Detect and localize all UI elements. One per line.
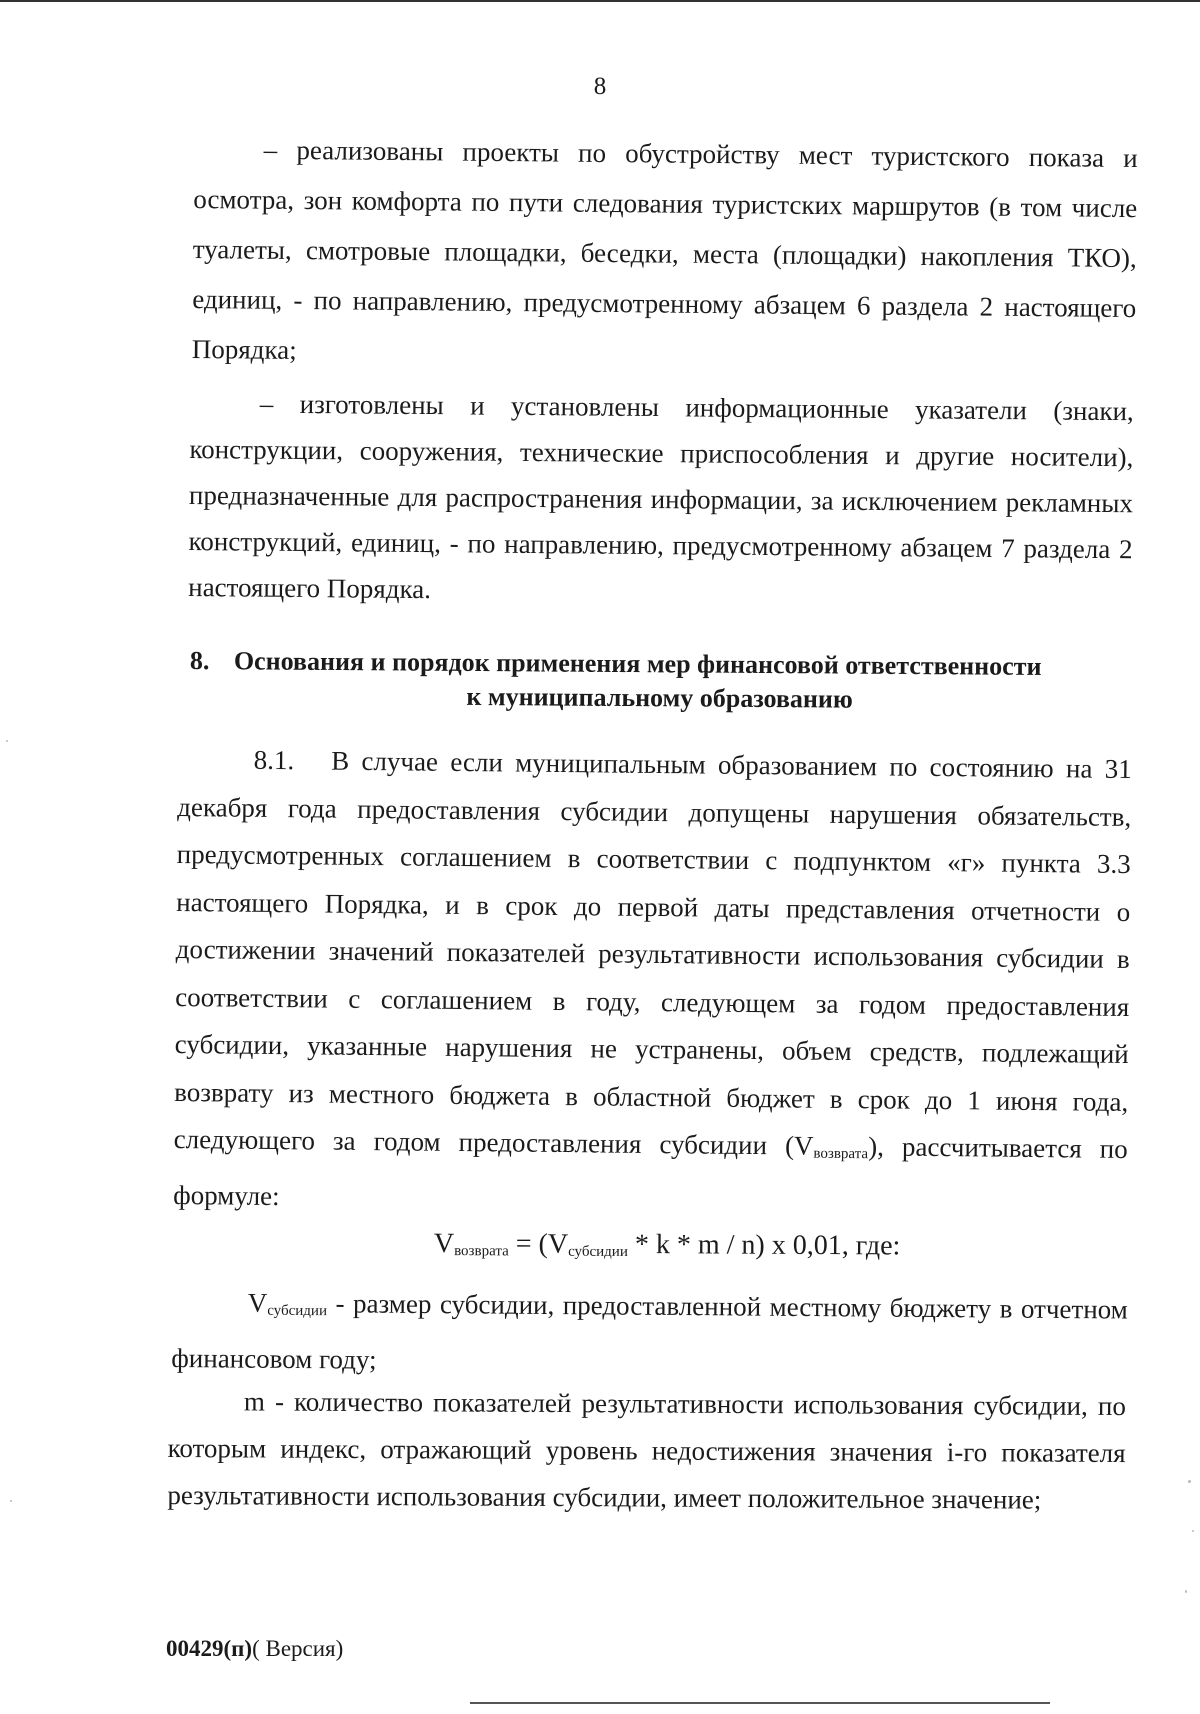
list-item-text: – реализованы проекты по обустройству мест туристского показа и осмотра, зон комфорта по пути следования туристских маршрутов (в том числе туалеты, смотровые площадки, беседки, места (площадки) накопления ТКО), единиц, - по направлению, предусмотренному абзацем 6 раздела 2 настоящего Порядка;	[191, 134, 1138, 365]
formula	[434, 1226, 901, 1271]
definition-sub: субсидии	[267, 1302, 328, 1320]
section-heading	[190, 644, 1130, 719]
scan-edge-line-bottom	[470, 1702, 1050, 1704]
paragraph-number: 8.1.	[253, 744, 295, 776]
footer	[166, 1634, 343, 1664]
scan-speckle	[1185, 1590, 1187, 1593]
section-number: 8.	[189, 645, 210, 676]
list-item-text: – изготовлены и установлены информационные указатели (знаки, конструкции, сооружения, технические приспособления и другие носители), предназначенные для распространения информации, за исключением рекламных конструкций, единиц, - по направлению, предусмотренному абзацем 7 раздела 2 настоящего Порядка.	[188, 388, 1134, 605]
formula-lhs-var: V	[433, 1228, 455, 1260]
formula-rest: * k * m / n) x 0,01, где:	[627, 1229, 901, 1262]
definition-m	[167, 1378, 1126, 1524]
document-version: ( Версия)	[252, 1636, 344, 1661]
document-code: 00429(п)	[166, 1636, 253, 1661]
formula-lhs-sub: возврата	[454, 1243, 509, 1260]
paragraph-8-1	[173, 736, 1132, 1229]
definition-var: V	[247, 1287, 268, 1318]
subscript: возврата	[813, 1145, 869, 1163]
scan-speckle	[6, 740, 8, 742]
scan-speckle	[10, 1500, 12, 1502]
list-item-1	[192, 124, 1138, 383]
formula-eq: = (V	[508, 1228, 569, 1260]
scan-speckle	[1188, 1480, 1191, 1483]
definition-v-subsidy	[171, 1278, 1128, 1390]
paragraph-text: В случае если муниципальным образованием по состоянию на 31 декабря года предоставления субсидии допущены нарушения обязательств, предусмотренных соглашением в соответствии с подпунктом «г» пункта 3.3 настоящего Порядка, и в срок до первой даты представления отчетности о достижении значений показателей результативности использования субсидии в соответствии с соглашением в году, следующем за годом предоставления субсидии, указанные нарушения не устранены, объем средств, подлежащий возврату из местного бюджета в областной бюджет в срок до 1 июня года, следующего за годом предоставления субсидии (V	[173, 745, 1132, 1161]
section-title-line1: Основания и порядок применения мер финансовой ответственности	[233, 646, 1042, 681]
formula-rhs-sub: субсидии	[568, 1243, 628, 1261]
definition-text: m - количество показателей результативности использования субсидии, по которым индекс, отражающий уровень недостижения значения i-го показателя результативности использования субсидии, имеет положительное значение;	[167, 1386, 1126, 1515]
definition-text: - размер субсидии, предоставленной местному бюджету в отчетном финансовом году;	[171, 1288, 1128, 1375]
paragraph-text-end: ), рассчитывается по формуле:	[173, 1131, 1128, 1211]
page-number: 8	[593, 73, 607, 100]
list-item-2	[188, 380, 1134, 618]
section-title-line2: к муниципальному образованию	[466, 681, 853, 714]
scan-edge-line	[0, 0, 1200, 2]
scan-speckle	[1192, 1530, 1194, 1532]
section-heading-line1	[190, 644, 1130, 685]
